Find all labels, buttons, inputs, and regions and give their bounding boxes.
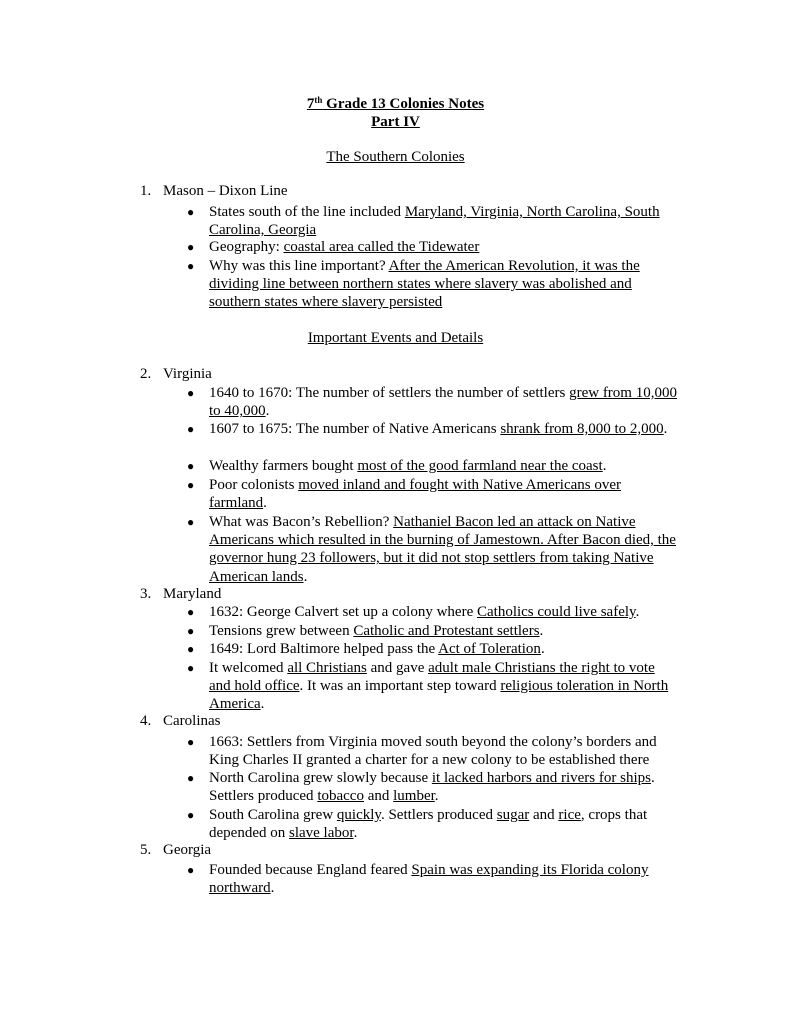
bullet-text: What was Bacon’s Rebellion? [209,514,394,530]
underlined-answer: quickly [336,807,381,823]
bullet-item [187,384,679,420]
bullet-text: 1663: Settlers from Virginia moved south beyond the colony’s borders and King Charles II granted a charter for a new colony to be established there [209,734,657,769]
bullet-item [187,603,679,621]
bullet-dot-icon: ● [187,259,195,273]
page-title [0,95,791,113]
bullet-text: Poor colonists [209,477,299,493]
bullet-item [187,457,679,475]
underlined-answer: sugar [496,807,530,823]
bullet-text: 1640 to 1670: The number of settlers the number of settlers [209,385,570,401]
bullet-item [187,513,679,586]
bullet-dot-icon: ● [187,771,195,785]
underlined-answer: coastal area called the Tidewater [283,239,480,255]
underlined-answer: Maryland, Virginia, North Carolina, South Carolina, Georgia [209,204,660,239]
bullet-text: . [663,421,668,437]
bullet-text: Tensions grew between [209,623,354,639]
title-grade-number: 7 [306,96,315,112]
section-heading: Mason – Dixon Line [163,183,288,199]
bullet-item [187,769,679,805]
bullet-dot-icon: ● [187,478,195,492]
underlined-answer: Catholics could live safely [476,604,636,620]
bullet-text: Geography: [209,239,284,255]
bullet-text: . It was an important step toward [299,678,501,695]
bullet-dot-icon: ● [187,240,195,254]
bullet-text: 1607 to 1675: The number of Native Americans [209,421,501,437]
underlined-answer: it lacked harbors and rivers for ships [431,770,651,786]
bullet-text: . [265,403,270,420]
section-heading: Virginia [163,366,212,382]
bullet-text: , crops that depended on [209,807,648,842]
bullet-dot-icon: ● [187,515,195,529]
title-superscript: th [314,95,323,105]
bullet-text: North Carolina grew slowly because [209,770,432,786]
bullet-dot-icon: ● [187,808,195,822]
bullet-text: . [602,458,607,474]
bullet-dot-icon: ● [187,605,195,619]
bullet-text: . [353,825,358,842]
underlined-answer: Act of Toleration [438,641,541,657]
section-number: 2. [140,366,152,382]
bullet-text: . [260,696,265,713]
bullet-text: and [529,807,559,823]
bullet-text: Wealthy farmers bought [209,458,358,474]
bullet-text: . [539,623,544,639]
title-text: Grade 13 Colonies Notes [322,96,485,112]
bullet-text: South Carolina grew [209,807,337,823]
bullet-text: . [270,880,275,897]
bullet-dot-icon: ● [187,624,195,638]
underlined-answer: After the American Revolution, it was the dividing line between northern states where slavery was abolished and southern states where slavery persisted [209,258,640,311]
bullet-dot-icon: ● [187,205,195,219]
bullet-text: . [263,495,267,512]
underlined-answer: shrank from 8,000 to 2,000 [500,421,664,437]
underlined-answer: Nathaniel Bacon led an attack on Native Americans which resulted in the burning of Jamestown. After Bacon died, the governor hung 23 followers, but it did not stop settlers from taking Native American lands [209,514,676,585]
bullet-dot-icon: ● [187,642,195,656]
underlined-answer: adult male Christians the right to vote and hold office [209,660,655,695]
section-number: 4. [140,713,152,729]
bullet-text: Founded because England feared [209,862,412,878]
underlined-answer: tobacco [317,788,364,805]
bullet-dot-icon: ● [187,386,195,400]
bullet-item [187,257,679,312]
section-heading: Carolinas [163,713,221,729]
underlined-answer: Spain was expanding its Florida colony northward [209,862,649,897]
underlined-answer: rice [558,807,581,823]
underlined-answer: all Christians [287,660,367,676]
section-heading: Georgia [163,842,212,858]
bullet-item [187,476,679,512]
bullet-dot-icon: ● [187,459,195,473]
bullet-text: . Settlers produced [380,807,497,823]
bullet-dot-icon: ● [187,735,195,749]
bullet-text: It welcomed [209,660,288,676]
bullet-text: . [434,788,439,805]
underlined-answer: Catholic and Protestant settlers [353,623,540,639]
bullet-text: . [303,568,308,585]
bullet-item [187,861,679,897]
section-number: 1. [140,183,152,199]
section-subtitle: The Southern Colonies [326,149,465,165]
section-number: 5. [140,842,152,858]
bullet-item [187,640,679,658]
underlined-answer: grew from 10,000 to 40,000 [209,385,677,420]
bullet-dot-icon: ● [187,863,195,877]
underlined-answer: most of the good farmland near the coast [357,458,603,474]
underlined-answer: slave labor [288,825,354,842]
bullet-item [187,420,679,438]
bullet-item [187,659,679,714]
bullet-text: . [540,641,545,657]
bullet-item [187,733,679,769]
section-number: 3. [140,586,152,602]
bullet-text: and [363,788,394,805]
bullet-item [187,806,679,842]
bullet-item [187,622,679,640]
page-title-part: Part IV [371,114,420,130]
bullet-item [187,238,679,256]
bullet-text: States south of the line included [209,204,405,220]
bullet-text: Why was this line important? [209,258,389,274]
section-subheading: Important Events and Details [307,330,484,346]
bullet-text: 1632: George Calvert set up a colony where [209,604,477,620]
bullet-text: . [635,604,640,620]
bullet-text: and gave [366,660,429,676]
bullet-dot-icon: ● [187,661,195,675]
bullet-text: 1649: Lord Baltimore helped pass the [209,641,439,657]
underlined-answer: religious toleration in North America [209,678,669,713]
bullet-dot-icon: ● [187,422,195,436]
underlined-answer: moved inland and fought with Native Americans over farmland [209,477,622,512]
bullet-item [187,203,679,239]
section-heading: Maryland [163,586,222,602]
bullet-text: . Settlers produced [209,770,655,805]
underlined-answer: lumber [393,788,435,805]
